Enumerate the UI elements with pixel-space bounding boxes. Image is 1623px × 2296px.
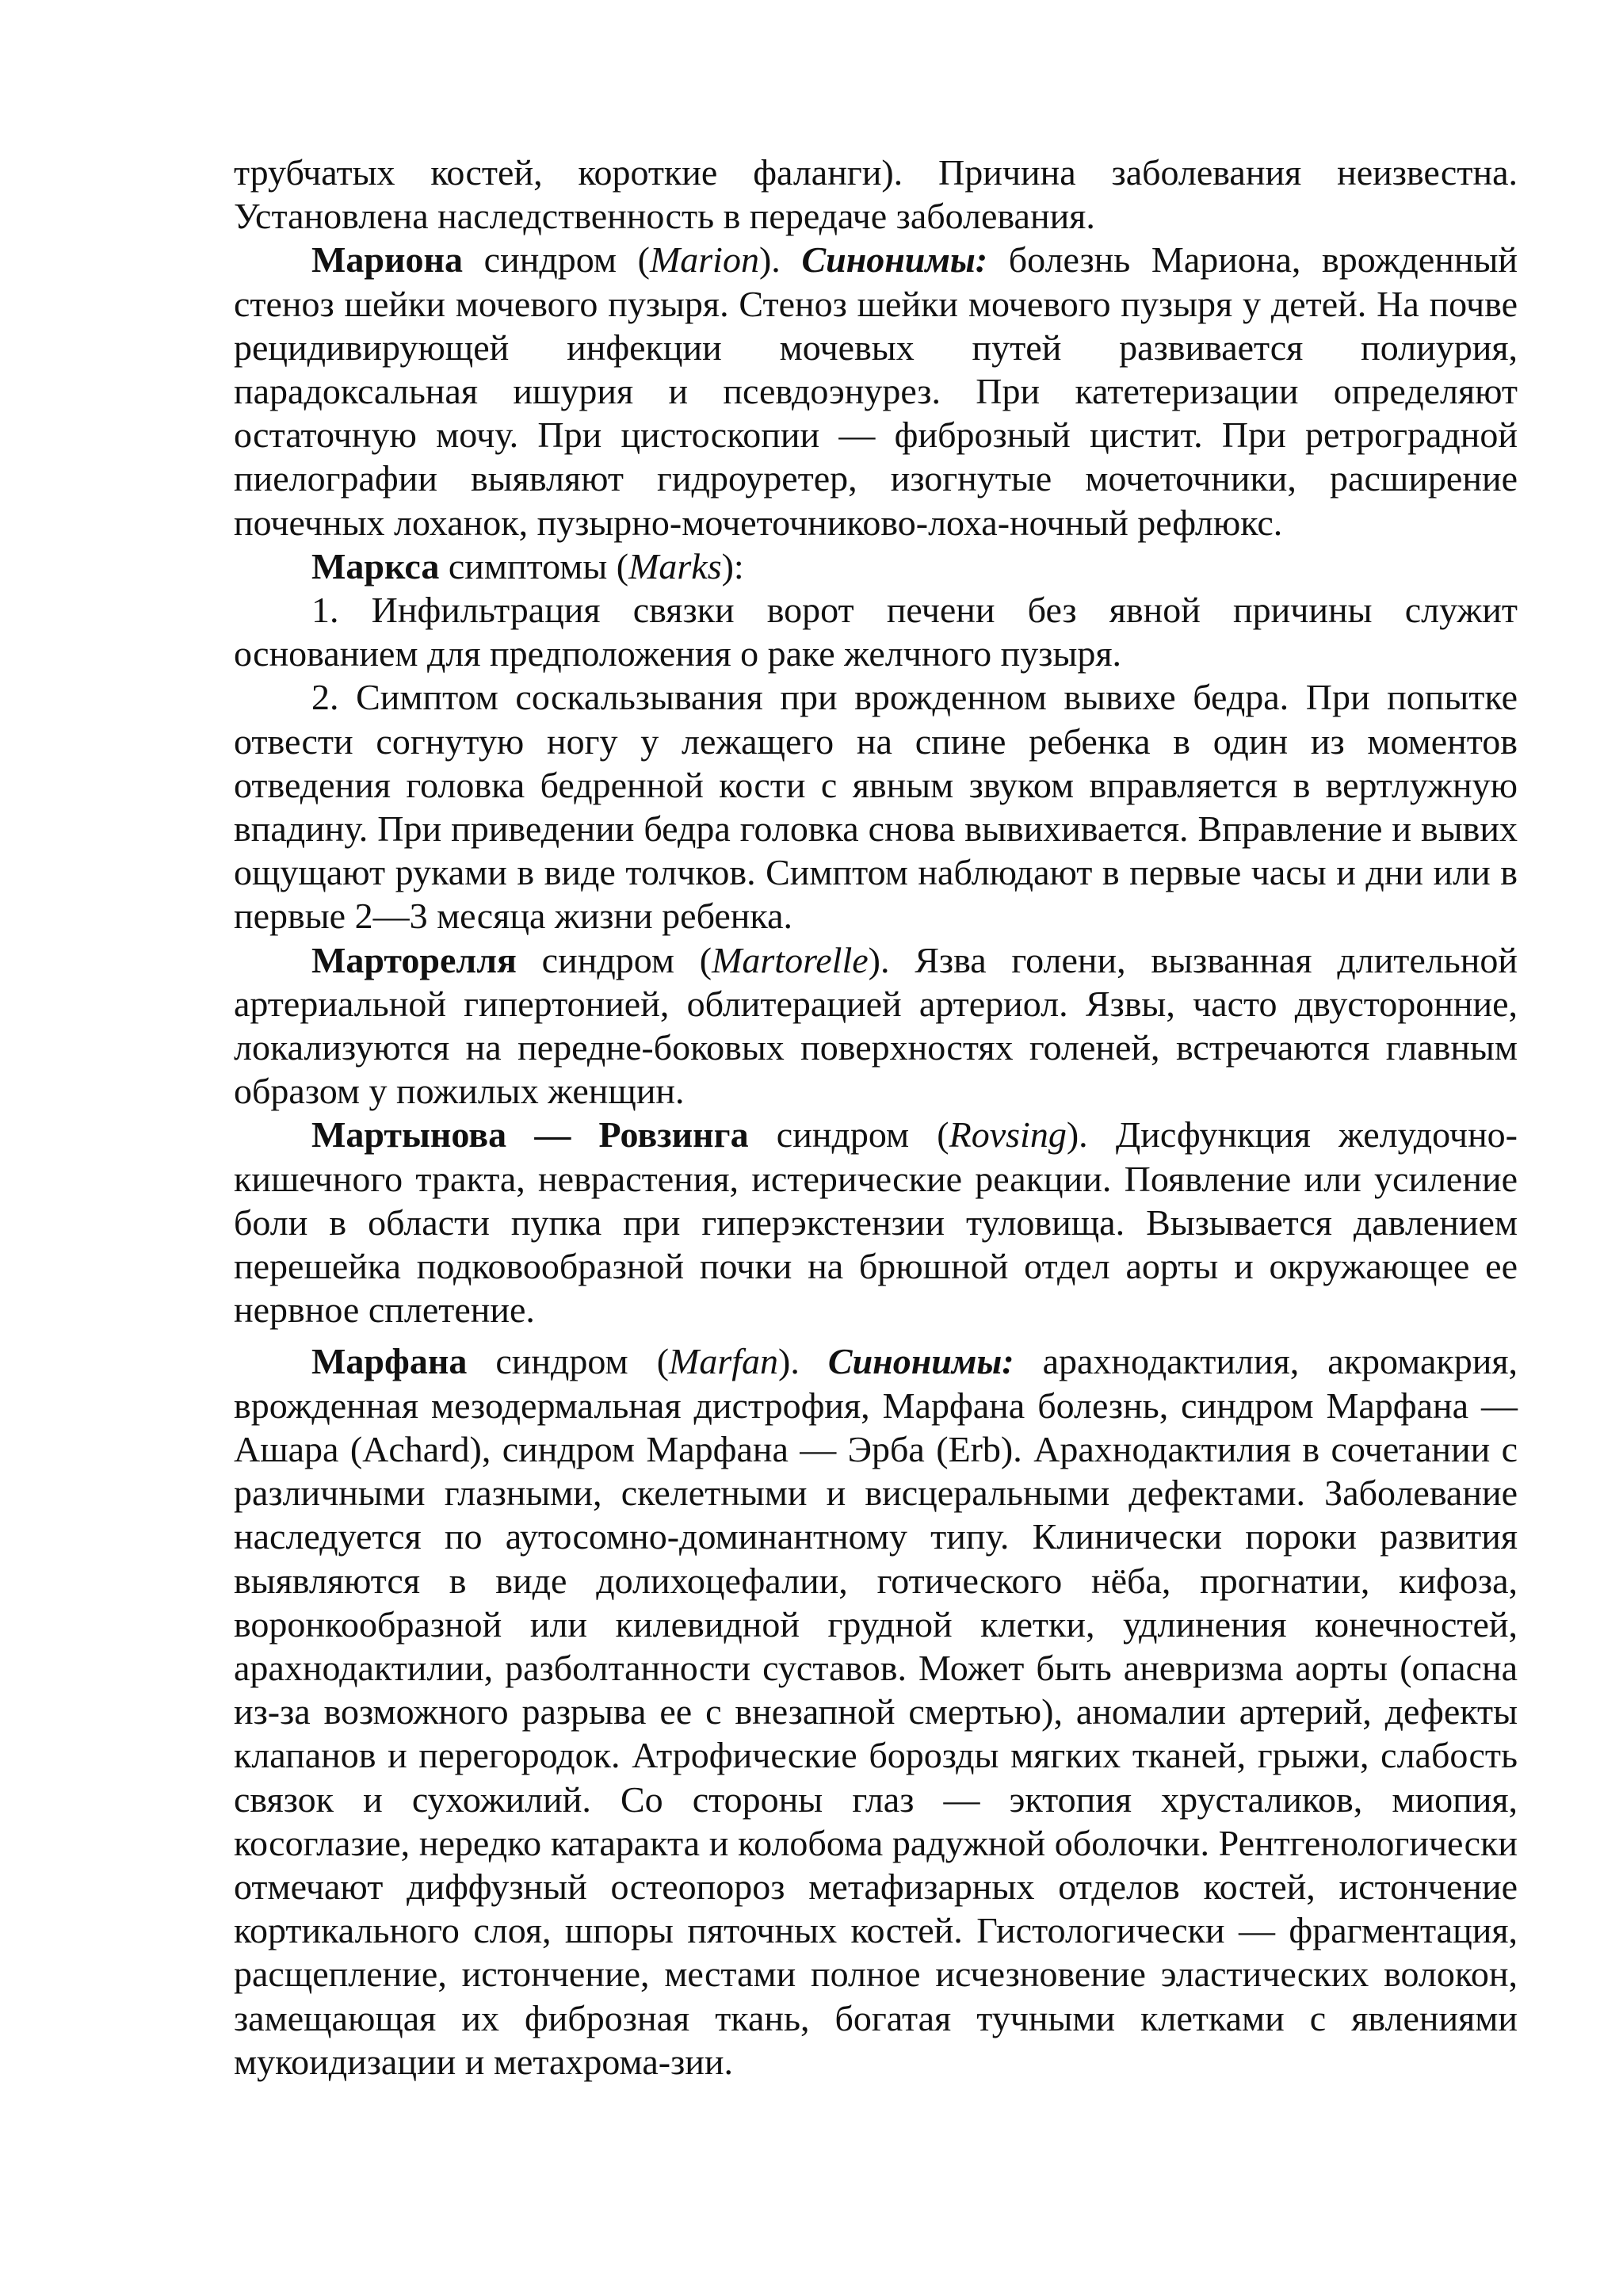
entry-marfan-latin: Marfan (669, 1341, 779, 1382)
entry-martorelle-text1: синдром ( (516, 939, 712, 980)
paragraph-intro-text: трубчатых костей, короткие фаланги). Причина заболевания неизвестна. Установлена наследственность в передаче заболевания. (234, 152, 1518, 237)
entry-martorelle (234, 938, 1518, 1114)
entry-martorelle-text2: ). Язва голени, вызванная длительной артериальной гипертонией, облитерацией артериол. Язвы, часто двусторонние, локализуются на передне-боковых поверхностях голеней, встречаются главным образом у пожилых женщин. (234, 939, 1518, 1112)
entry-marks-item-2-text: 2. Симптом соскальзывания при врожденном вывихе бедра. При попытке отвести согнутую ногу у лежащего на спине ребенка в один из моментов отведения головка бедренной кости с явным звуком вправляется в вертлужную впадину. При приведении бедра головка снова вывихивается. Вправление и вывих ощущают руками в виде толчков. Симптом наблюдают в первые часы и дни или в первые 2—3 месяца жизни ребенка. (234, 677, 1518, 937)
entry-martynov-rovsing-name: Мартынова — Ровзинга (311, 1114, 749, 1156)
entry-marks-text2: ): (721, 545, 744, 586)
entry-marion-latin: Marion (649, 239, 759, 281)
entry-marks-item-2 (234, 675, 1518, 938)
entry-marks-item-1-text: 1. Инфильтрация связки ворот печени без явной причины служит основанием для предположения о раке желчного пузыря. (234, 590, 1518, 674)
paragraph-intro (234, 151, 1518, 238)
entry-marion-body: болезнь Мариона, врожденный стеноз шейки мочевого пузыря. Стеноз шейки мочевого пузыря у детей. На почве рецидивирующей инфекции мочевых путей развивается полиурия, парадоксальная ишурия и псевдоэнурез. При катетеризации определяют остаточную мочу. При цистоскопии — фиброзный цистит. При ретроградной пиелографии выявляют гидроуретер, изогнутые мочеточники, расширение почечных лоханок, пузырно-мочеточниково-лоха-ночный рефлюкс. (234, 239, 1518, 543)
entry-martynov-rovsing-latin: Rovsing (949, 1114, 1067, 1156)
entry-marfan-synonyms-label: Синонимы: (827, 1341, 1014, 1382)
entry-marfan (234, 1339, 1518, 2083)
entry-marks-item-1 (234, 588, 1518, 675)
entry-marfan-name: Марфана (311, 1341, 468, 1382)
entry-marks-text1: симптомы ( (439, 545, 629, 586)
entry-marion-name: Мариона (311, 239, 464, 281)
entry-martynov-rovsing-text2: ). Дисфункция желудочно-кишечного тракта, неврастения, истерические реакции. Появление или усиление боли в области пупка при гиперэкстензии туловища. Вызывается давлением перешейка подковообразной почки на брюшной отдел аорты и окружающее ее нервное сплетение. (234, 1114, 1518, 1331)
entry-marfan-body: арахнодактилия, акромакрия, врожденная мезодермальная дистрофия, Марфана болезнь, синдром Марфана — Ашара (Achard), синдром Марфана — Эрба (Erb). Арахнодактилия в сочетании с различными глазными, скелетными и висцеральными дефектами. Заболевание наследуется по аутосомно-доминантному типу. Клинически пороки развития выявляются в виде долихоцефалии, готического нёба, прогнатии, кифоза, воронкообразной или килевидной грудной клетки, удлинения конечностей, арахнодактилии, разболтанности суставов. Может быть аневризма аорты (опасна из-за возможного разрыва ее с внезапной смертью), аномалии артерий, дефекты клапанов и перегородок. Атрофические борозды мягких тканей, грыжи, слабость связок и сухожилий. Со стороны глаз — эктопия хрусталиков, миопия, косоглазие, нередко катаракта и колобома радужной оболочки. Рентгенологически отмечают диффузный остеопороз метафизарных отделов костей, истончение кортикального слоя, шпоры пяточных костей. Гистологически — фрагментация, расщепление, истончение, местами полное исчезновение эластических волокон, замещающая их фиброзная ткань, богатая тучными клетками с явлениями мукоидизации и метахрома-зии. (234, 1341, 1518, 2082)
entry-marks-name: Маркса (311, 545, 440, 586)
entry-marks-latin: Marks (628, 545, 722, 586)
entry-marion (234, 238, 1518, 544)
entry-marion-text1: синдром ( (463, 239, 650, 281)
entry-martorelle-name: Марторелля (311, 939, 517, 980)
document-page (234, 151, 1518, 2084)
entry-marion-synonyms-label: Синонимы: (801, 239, 988, 281)
entry-marion-text2: ). (758, 239, 802, 281)
entry-martorelle-latin: Martorelle (712, 939, 869, 980)
entry-marks (234, 544, 1518, 588)
entry-martynov-rovsing (234, 1113, 1518, 1331)
entry-marfan-text1: синдром ( (467, 1341, 670, 1382)
entry-marfan-text2: ). (778, 1341, 828, 1382)
entry-martynov-rovsing-text1: синдром ( (748, 1114, 949, 1156)
